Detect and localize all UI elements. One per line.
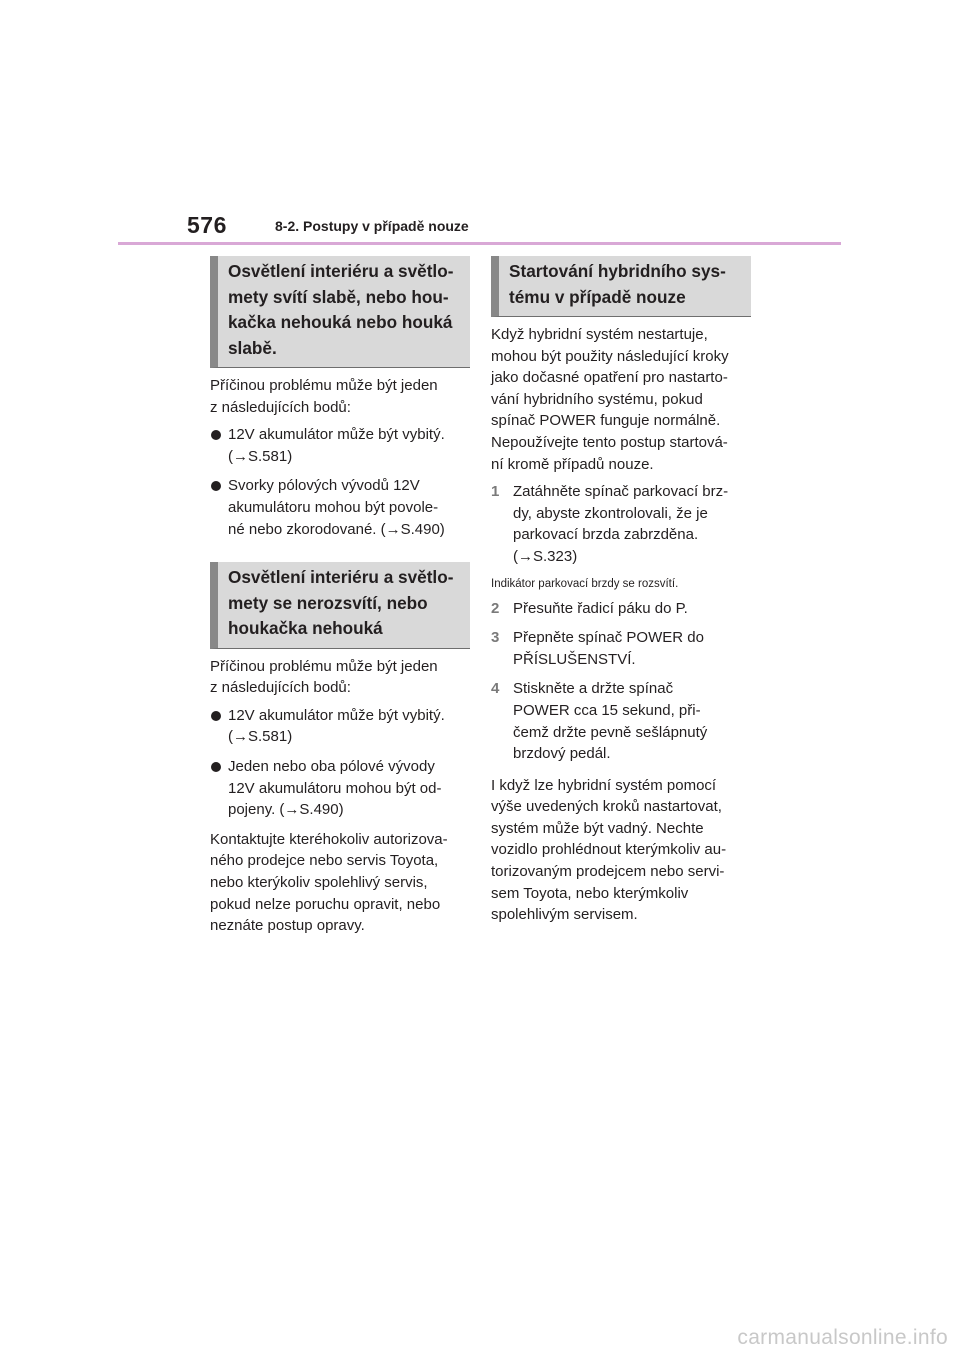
bullet-icon xyxy=(211,430,221,440)
step-number: 3 xyxy=(491,629,500,647)
intro-paragraph xyxy=(210,375,470,418)
text-line: čemž držte pevně sešlápnutý xyxy=(513,723,708,741)
text-line: Nepoužívejte tento postup startová- xyxy=(491,433,728,451)
text-line: Stiskněte a držte spínač xyxy=(513,680,674,698)
text-line: 12V akumulátoru mohou být od- xyxy=(228,779,442,797)
step-3 xyxy=(491,627,751,670)
step-1 xyxy=(491,481,751,567)
text-line: neznáte postup opravy. xyxy=(210,917,365,935)
text-line: z následujících bodů: xyxy=(210,679,351,697)
text-line: z následujících bodů: xyxy=(210,398,351,416)
text-line: spínač POWER funguje normálně. xyxy=(491,412,721,430)
text-line: Jeden nebo oba pólové vývody xyxy=(228,758,435,776)
closing-paragraph xyxy=(491,775,751,926)
page-reference-link[interactable]: pojeny. (→S.490) xyxy=(228,801,344,819)
list-item xyxy=(210,705,470,748)
text-line: výše uvedených kroků nastartovat, xyxy=(491,798,722,816)
text-line: Příčinou problému může být jeden xyxy=(210,377,438,394)
step-number: 2 xyxy=(491,599,500,617)
text-line: vozidlo prohlédnout kterýmkoliv au- xyxy=(491,841,727,859)
list-item xyxy=(210,756,470,821)
section-heading-dim-lights xyxy=(210,256,470,368)
text-line: I když lze hybridní systém pomocí xyxy=(491,776,717,794)
contact-paragraph xyxy=(210,829,470,937)
text-line: ní kromě případů nouze. xyxy=(491,455,654,473)
text-line: jako dočasné opatření pro nastarto- xyxy=(491,369,728,387)
text-line: parkovací brzda zabrzděna. xyxy=(513,526,699,544)
page-reference-link[interactable]: (→S.581) xyxy=(228,447,293,465)
text-line: dy, abyste zkontrolovali, že je xyxy=(513,504,708,522)
text-line: pokud nelze poruchu opravit, nebo xyxy=(210,895,441,913)
text-line: spolehlivým servisem. xyxy=(491,906,638,924)
page-reference-link[interactable]: (→S.323) xyxy=(513,547,578,565)
section-heading-emergency-start xyxy=(491,256,751,317)
text-line: Když hybridní systém nestartuje, xyxy=(491,326,708,343)
step-number: 1 xyxy=(491,483,500,501)
bullet-icon xyxy=(211,481,221,491)
heading-line: slabě. xyxy=(228,337,277,358)
list-item xyxy=(210,424,470,467)
heading-line: mety se nerozsvítí, nebo xyxy=(228,592,428,613)
bullet-list xyxy=(210,424,470,540)
bullet-icon xyxy=(211,762,221,772)
text-line: PŘÍSLUŠENSTVÍ. xyxy=(513,650,636,668)
heading-line: mety svítí slabě, nebo hou- xyxy=(228,286,449,307)
text-line: nebo kterýkoliv spolehlivý servis, xyxy=(210,874,428,891)
page-reference-link[interactable]: (→S.581) xyxy=(228,728,293,746)
text-line: 12V akumulátor může být vybitý. xyxy=(228,706,445,724)
text-line: Přesuňte řadicí páku do P. xyxy=(513,599,688,617)
heading-line: houkačka nehouká xyxy=(228,618,383,639)
text-line: vání hybridního systému, pokud xyxy=(491,390,703,408)
heading-line: tému v případě nouze xyxy=(509,286,686,307)
list-item xyxy=(210,475,470,540)
heading-line: Osvětlení interiéru a světlo- xyxy=(228,567,454,588)
section-heading-no-lights xyxy=(210,562,470,649)
text-line: torizovaným prodejcem nebo servi- xyxy=(491,863,725,881)
text-line: Zatáhněte spínač parkovací brz- xyxy=(513,483,729,501)
bullet-icon xyxy=(211,711,221,721)
header-divider xyxy=(118,242,841,245)
bullet-list xyxy=(210,705,470,821)
step-4 xyxy=(491,678,751,764)
heading-line: Osvětlení interiéru a světlo- xyxy=(228,261,454,281)
heading-line: Startování hybridního sys- xyxy=(509,261,726,281)
text-line: ného prodejce nebo servis Toyota, xyxy=(210,852,439,870)
text-line: systém může být vadný. Nechte xyxy=(491,819,704,837)
text-line: 12V akumulátor může být vybitý. xyxy=(228,426,445,444)
section-header: 8-2. Postupy v případě nouze xyxy=(275,218,469,234)
right-column xyxy=(491,256,751,926)
text-line: Kontaktujte kteréhokoliv autorizova- xyxy=(210,830,448,848)
text-line: Příčinou problému může být jeden xyxy=(210,657,438,675)
step-2 xyxy=(491,598,751,620)
intro-paragraph xyxy=(210,656,470,699)
left-column xyxy=(210,256,470,937)
page-reference-link[interactable]: né nebo zkorodované. (→S.490) xyxy=(228,520,445,538)
text-line: brzdový pedál. xyxy=(513,745,611,763)
text-line: POWER cca 15 sekund, při- xyxy=(513,701,701,719)
text-line: Přepněte spínač POWER do xyxy=(513,629,704,647)
step-note: Indikátor parkovací brzdy se rozsvítí. xyxy=(491,577,679,590)
text-line: mohou být použity následující kroky xyxy=(491,347,729,365)
watermark: carmanualsonline.info xyxy=(737,1326,948,1349)
text-line: sem Toyota, nebo kterýmkoliv xyxy=(491,884,689,902)
page-number: 576 xyxy=(187,212,227,238)
heading-line: kačka nehouká nebo houká xyxy=(228,312,453,332)
text-line: Svorky pólových vývodů 12V xyxy=(228,477,420,495)
step-number: 4 xyxy=(491,680,500,698)
text-line: akumulátoru mohou být povole- xyxy=(228,498,439,516)
intro-paragraph xyxy=(491,324,751,475)
